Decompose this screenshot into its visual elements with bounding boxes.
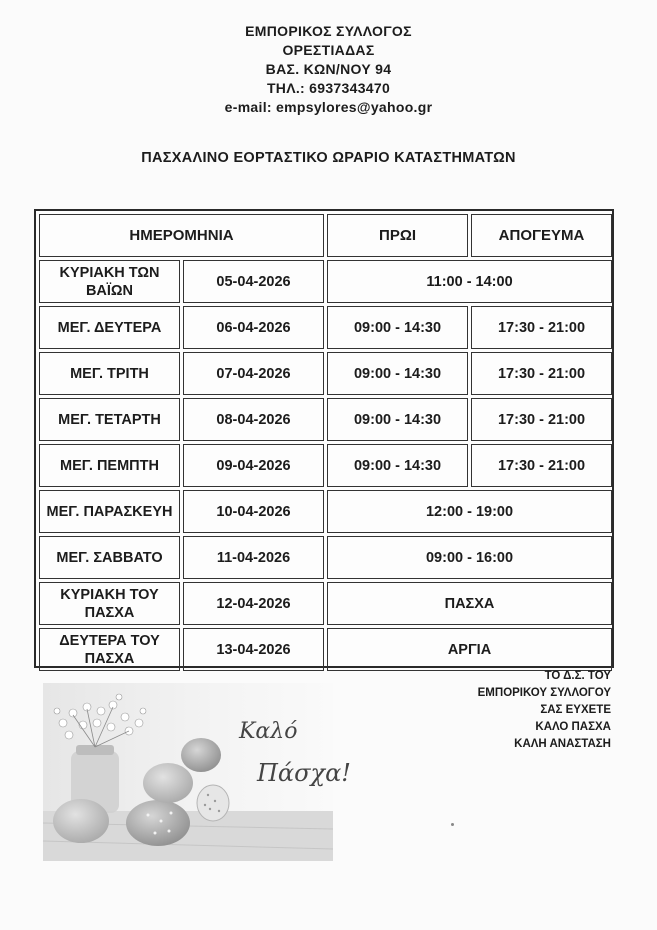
date-cell: 11-04-2026 [183,536,324,579]
header-morning: ΠΡΩΙ [327,214,468,257]
greeting-text-line2: Πάσχα! [257,759,351,787]
table-row [39,306,612,349]
table-row [39,582,612,625]
day-cell: ΚΥΡΙΑΚΗ ΤΩΝ ΒΑΪΩΝ [39,260,180,303]
table-row [39,352,612,395]
signature-line: ΤΟ Δ.Σ. ΤΟΥ [544,670,611,682]
date-cell: 06-04-2026 [183,306,324,349]
signature-line: ΕΜΠΟΡΙΚΟΥ ΣΥΛΛΟΓΟΥ [477,687,611,699]
day-cell: ΜΕΓ. ΔΕΥΤΕΡΑ [39,306,180,349]
greeting-text-line1: Καλό [239,719,298,744]
afternoon-cell: 17:30 - 21:00 [471,306,612,349]
schedule-table-frame [34,209,614,668]
table-row [39,490,612,533]
egg [53,799,109,843]
afternoon-cell: 17:30 - 21:00 [471,398,612,441]
table-row [39,536,612,579]
date-cell: 05-04-2026 [183,260,324,303]
signature-line: ΚΑΛΟ ΠΑΣΧΑ [535,721,611,733]
date-cell: 08-04-2026 [183,398,324,441]
hours-cell: ΑΡΓΙΑ [327,628,612,671]
hours-cell: ΠΑΣΧΑ [327,582,612,625]
day-cell: ΔΕΥΤΕΡΑ ΤΟΥ ΠΑΣΧΑ [39,628,180,671]
table-row [39,444,612,487]
afternoon-cell: 17:30 - 21:00 [471,352,612,395]
signature-line: ΚΑΛΗ ΑΝΑΣΤΑΣΗ [514,738,611,750]
header-afternoon: ΑΠΟΓΕΥΜΑ [471,214,612,257]
schedule-table [36,211,615,674]
org-city: ΟΡΕΣΤΙΑΔΑΣ [282,42,375,58]
morning-cell: 09:00 - 14:30 [327,306,468,349]
date-cell: 07-04-2026 [183,352,324,395]
org-phone: ΤΗΛ.: 6937343470 [266,80,391,96]
hours-cell: 11:00 - 14:00 [327,260,612,303]
table-row [39,398,612,441]
day-cell: ΜΕΓ. ΤΕΤΑΡΤΗ [39,398,180,441]
hours-cell: 09:00 - 16:00 [327,536,612,579]
org-name: ΕΜΠΟΡΙΚΟΣ ΣΥΛΛΟΓΟΣ [245,23,412,39]
afternoon-cell: 17:30 - 21:00 [471,444,612,487]
day-cell: ΜΕΓ. ΠΕΜΠΤΗ [39,444,180,487]
date-cell: 10-04-2026 [183,490,324,533]
day-cell: ΜΕΓ. ΣΑΒΒΑΤΟ [39,536,180,579]
greeting-signature [478,668,611,753]
morning-cell: 09:00 - 14:30 [327,352,468,395]
signature-line: ΣΑΣ ΕΥΧΕΤΕ [540,704,611,716]
easter-eggs-photo [43,683,351,861]
date-cell: 12-04-2026 [183,582,324,625]
date-cell: 09-04-2026 [183,444,324,487]
morning-cell: 09:00 - 14:30 [327,398,468,441]
table-header-row [39,214,612,257]
table-row [39,628,612,671]
letterhead [0,22,657,117]
morning-cell: 09:00 - 14:30 [327,444,468,487]
date-cell: 13-04-2026 [183,628,324,671]
day-cell: ΚΥΡΙΑΚΗ ΤΟΥ ΠΑΣΧΑ [39,582,180,625]
day-cell: ΜΕΓ. ΠΑΡΑΣΚΕΥΗ [39,490,180,533]
day-cell: ΜΕΓ. ΤΡΙΤΗ [39,352,180,395]
hours-cell: 12:00 - 19:00 [327,490,612,533]
document-title: ΠΑΣΧΑΛΙΝΟ ΕΟΡΤΑΣΤΙΚΟ ΩΡΑΡΙΟ ΚΑΤΑΣΤΗΜΑΤΩΝ [141,150,516,166]
org-email: e-mail: empsylores@yahoo.gr [224,99,433,115]
scan-speck [451,823,454,826]
header-date: ΗΜΕΡΟΜΗΝΙΑ [39,214,324,257]
org-address: ΒΑΣ. ΚΩΝ/ΝΟΥ 94 [265,61,392,77]
table-row [39,260,612,303]
